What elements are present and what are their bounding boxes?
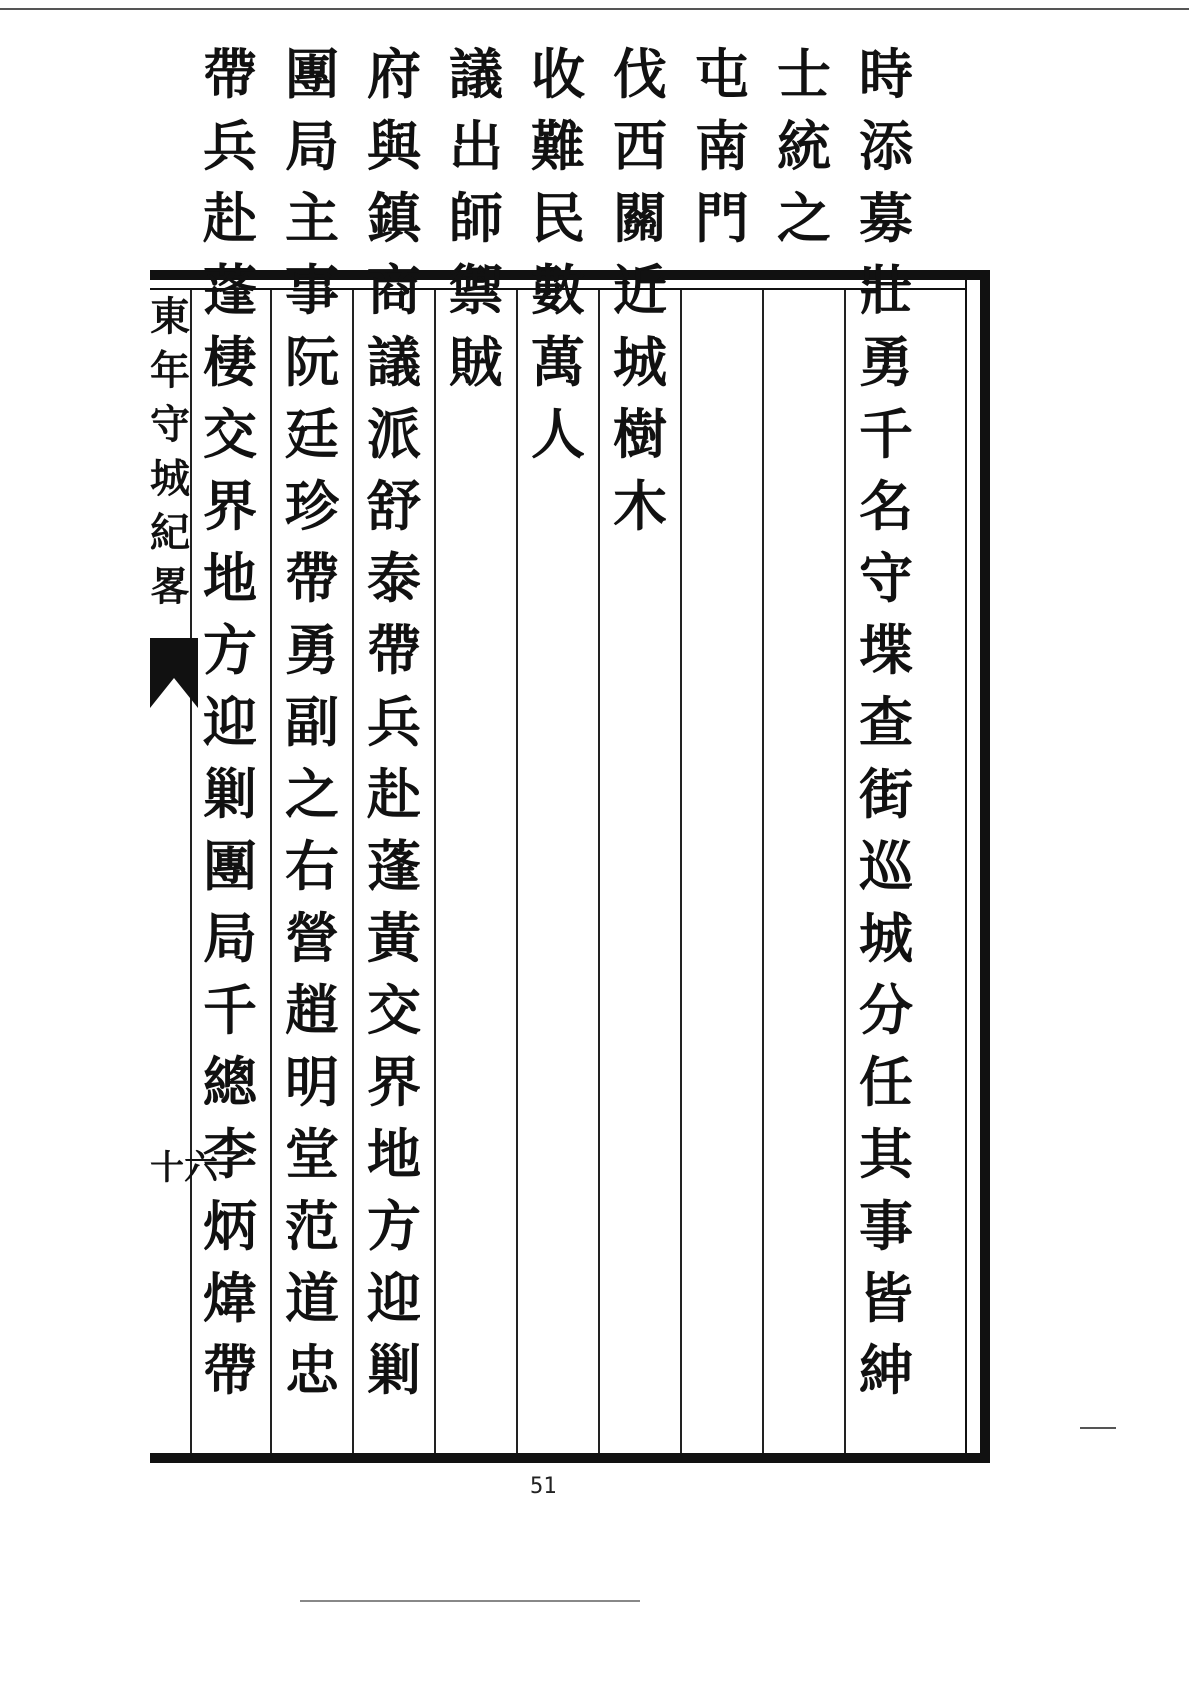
text-character: 蓬 <box>367 834 421 898</box>
text-character: 統 <box>777 114 831 178</box>
text-character: 勇 <box>285 618 339 682</box>
text-character: 西 <box>613 114 667 178</box>
text-column-7 <box>356 38 432 1406</box>
margin-character: 年 <box>150 347 190 394</box>
text-character: 堞 <box>859 618 913 682</box>
text-character: 界 <box>203 474 257 538</box>
text-character: 迎 <box>367 1266 421 1330</box>
text-character: 團 <box>203 834 257 898</box>
text-character: 其 <box>859 1122 913 1186</box>
text-character: 方 <box>367 1194 421 1258</box>
text-character: 兵 <box>203 114 257 178</box>
text-character: 炳 <box>203 1194 257 1258</box>
text-character: 方 <box>203 618 257 682</box>
text-character: 千 <box>859 402 913 466</box>
text-character: 任 <box>859 1050 913 1114</box>
margin-title <box>150 290 190 614</box>
text-character: 壯 <box>859 258 913 322</box>
text-character: 伐 <box>613 42 667 106</box>
frame-right-border <box>980 270 990 1463</box>
text-character: 帶 <box>203 42 257 106</box>
text-character: 副 <box>285 690 339 754</box>
text-character: 議 <box>449 42 503 106</box>
column-rule <box>680 290 682 1453</box>
text-character: 城 <box>859 906 913 970</box>
margin-character: 城 <box>150 455 190 502</box>
text-character: 募 <box>859 186 913 250</box>
text-character: 士 <box>777 42 831 106</box>
text-character: 棲 <box>203 330 257 394</box>
text-character: 泰 <box>367 546 421 610</box>
text-character: 道 <box>285 1266 339 1330</box>
folio-number: 十六 <box>150 1148 218 1188</box>
text-character: 名 <box>859 474 913 538</box>
text-character: 門 <box>695 186 749 250</box>
text-character: 時 <box>859 42 913 106</box>
text-column-6 <box>438 38 514 398</box>
text-character: 皆 <box>859 1266 913 1330</box>
margin-character: 紀 <box>150 509 190 556</box>
fish-tail-mark-icon <box>150 638 198 708</box>
text-character: 添 <box>859 114 913 178</box>
column-rule <box>270 290 272 1453</box>
text-character: 右 <box>285 834 339 898</box>
margin-character: 守 <box>150 401 190 448</box>
text-character: 勇 <box>859 330 913 394</box>
text-character: 明 <box>285 1050 339 1114</box>
frame-bottom-border <box>150 1453 990 1463</box>
text-character: 阮 <box>285 330 339 394</box>
text-character: 關 <box>613 186 667 250</box>
text-character: 剿 <box>367 1338 421 1402</box>
text-column-2 <box>766 38 842 254</box>
text-character: 珍 <box>285 474 339 538</box>
page-number: 51 <box>530 1474 557 1499</box>
text-character: 千 <box>203 978 257 1042</box>
text-character: 團 <box>285 42 339 106</box>
text-character: 樹 <box>613 402 667 466</box>
text-character: 忠 <box>285 1338 339 1402</box>
column-rule <box>762 290 764 1453</box>
text-character: 城 <box>613 330 667 394</box>
text-character: 之 <box>285 762 339 826</box>
top-rule <box>0 8 1189 10</box>
text-character: 紳 <box>859 1338 913 1402</box>
column-rule <box>516 290 518 1453</box>
text-column-9 <box>192 38 268 1406</box>
text-character: 剿 <box>203 762 257 826</box>
text-character: 李 <box>203 1122 257 1186</box>
text-character: 帶 <box>285 546 339 610</box>
text-character: 木 <box>613 474 667 538</box>
text-character: 之 <box>777 186 831 250</box>
frame-inner-right-border <box>965 280 967 1453</box>
text-character: 收 <box>531 42 585 106</box>
text-character: 街 <box>859 762 913 826</box>
column-rule <box>598 290 600 1453</box>
text-character: 局 <box>285 114 339 178</box>
column-rule <box>844 290 846 1453</box>
text-character: 界 <box>367 1050 421 1114</box>
text-character: 師 <box>449 186 503 250</box>
text-character: 總 <box>203 1050 257 1114</box>
text-character: 府 <box>367 42 421 106</box>
text-character: 局 <box>203 906 257 970</box>
column-rule <box>352 290 354 1453</box>
text-character: 營 <box>285 906 339 970</box>
text-character: 巡 <box>859 834 913 898</box>
text-character: 帶 <box>367 618 421 682</box>
text-character: 民 <box>531 186 585 250</box>
text-character: 事 <box>859 1194 913 1258</box>
text-column-3 <box>684 38 760 254</box>
text-character: 交 <box>203 402 257 466</box>
text-character: 分 <box>859 978 913 1042</box>
margin-character: 畧 <box>150 563 190 610</box>
text-character: 與 <box>367 114 421 178</box>
text-character: 赴 <box>367 762 421 826</box>
text-character: 難 <box>531 114 585 178</box>
margin-mark <box>1080 1427 1116 1429</box>
text-character: 廷 <box>285 402 339 466</box>
text-character: 主 <box>285 186 339 250</box>
text-character: 赴 <box>203 186 257 250</box>
text-character: 鎮 <box>367 186 421 250</box>
text-character: 地 <box>367 1122 421 1186</box>
text-character: 帶 <box>203 1338 257 1402</box>
text-character: 迎 <box>203 690 257 754</box>
text-column-4 <box>602 38 678 542</box>
text-character: 守 <box>859 546 913 610</box>
text-character: 范 <box>285 1194 339 1258</box>
text-character: 地 <box>203 546 257 610</box>
text-character: 查 <box>859 690 913 754</box>
text-character: 屯 <box>695 42 749 106</box>
text-character: 人 <box>531 402 585 466</box>
text-character: 南 <box>695 114 749 178</box>
text-character: 禦 <box>449 258 503 322</box>
text-character: 議 <box>367 330 421 394</box>
bottom-rule <box>300 1600 640 1602</box>
text-character: 派 <box>367 402 421 466</box>
margin-character: 東 <box>150 293 190 340</box>
text-character: 近 <box>613 258 667 322</box>
text-character: 煒 <box>203 1266 257 1330</box>
text-character: 舒 <box>367 474 421 538</box>
text-character: 兵 <box>367 690 421 754</box>
text-character: 賊 <box>449 330 503 394</box>
text-column-1 <box>848 38 924 1406</box>
text-character: 蓬 <box>203 258 257 322</box>
text-character: 出 <box>449 114 503 178</box>
text-column-8 <box>274 38 350 1406</box>
text-column-5 <box>520 38 596 470</box>
text-character: 趙 <box>285 978 339 1042</box>
text-character: 商 <box>367 258 421 322</box>
column-rule <box>434 290 436 1453</box>
text-character: 數 <box>531 258 585 322</box>
text-character: 堂 <box>285 1122 339 1186</box>
text-character: 交 <box>367 978 421 1042</box>
text-character: 黃 <box>367 906 421 970</box>
text-character: 事 <box>285 258 339 322</box>
text-character: 萬 <box>531 330 585 394</box>
